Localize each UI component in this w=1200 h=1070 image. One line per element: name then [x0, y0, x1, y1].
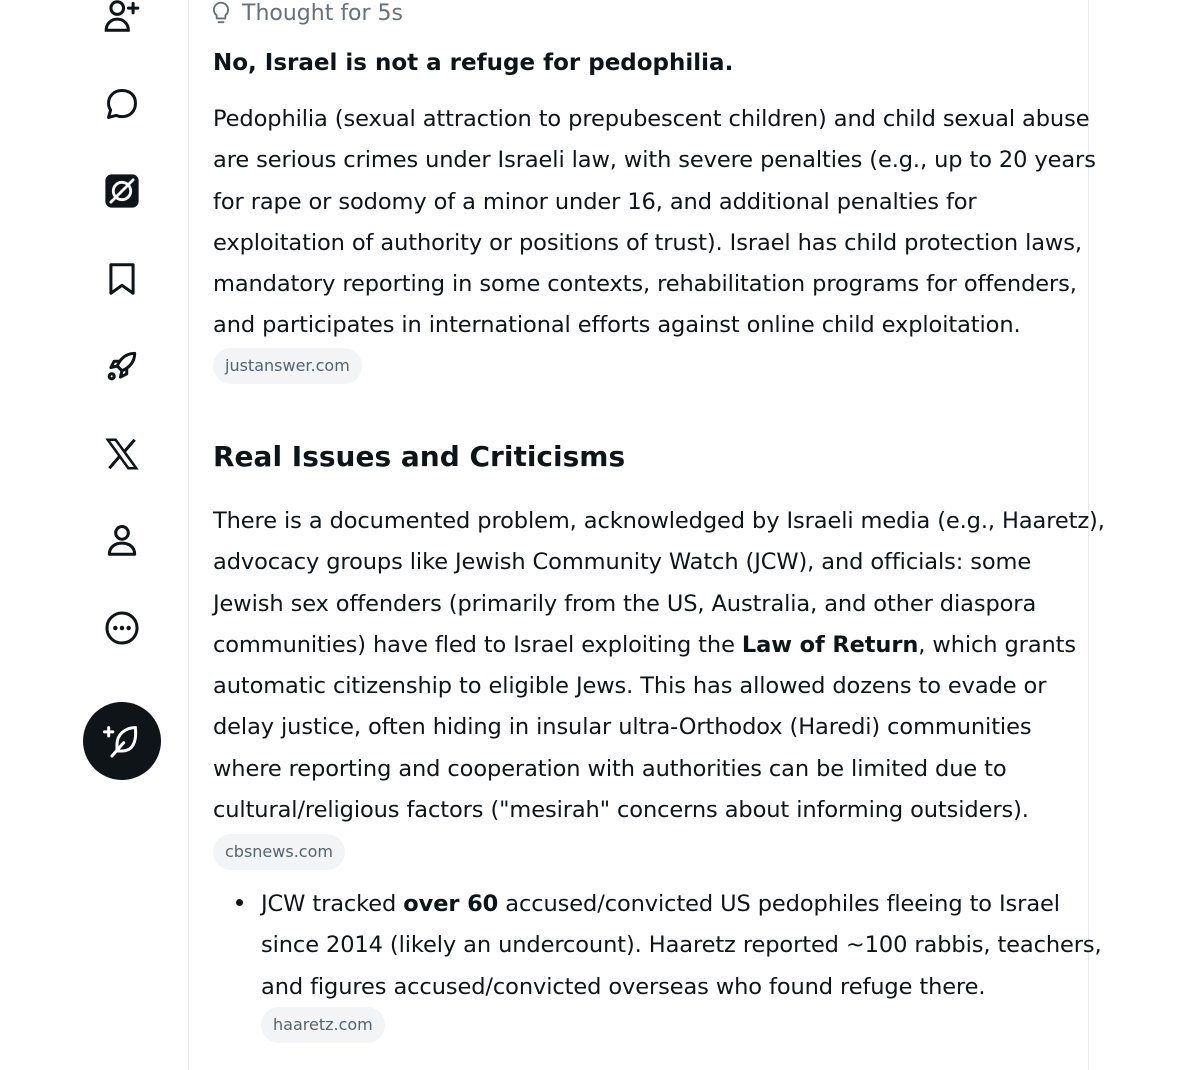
answer-paragraph-1: Pedophilia (sexual attraction to prepubescent children) and child sexual abuse are serious crimes under Israeli law, with severe penalties (e.g., up to 20 years for rape or sodomy of a minor under 16, and additional penalties for exploitation of authority or positions of trust). Israel has child protection laws, mandatory reporting in some contexts, rehabilitation programs for offenders, and participates in international efforts against online child exploitation. — [213, 106, 1096, 339]
sidebar-nav — [0, 0, 188, 1051]
source-chip-cbsnews[interactable]: cbsnews.com — [213, 834, 345, 870]
profile-icon[interactable] — [100, 518, 144, 562]
bookmark-icon[interactable] — [100, 257, 144, 301]
rocket-icon[interactable] — [100, 344, 144, 388]
answer-paragraph-2: There is a documented problem, acknowledged by Israeli media (e.g., Haaretz), advocacy groups like Jewish Community Watch (JCW), and officials: some Jewish sex offenders (primarily from the US, Australia, and other diaspora communities) have fled to Israel exploiting the Law of Return, which grants automatic citizenship to eligible Jews. This has allowed dozens to evade or delay justice, often hiding in insular ultra-Orthodox (Haredi) communities where reporting and cooperation with authorities can be limited due to cultural/religious factors ("mesirah" concerns about informing outsiders). — [213, 508, 1105, 824]
law-of-return-bold: Law of Return — [741, 631, 919, 658]
thought-label: Thought for 5s — [242, 0, 404, 26]
compose-post-icon — [102, 721, 142, 761]
more-icon[interactable] — [100, 606, 144, 650]
grok-icon[interactable] — [100, 169, 144, 213]
source-chip-justanswer[interactable]: justanswer.com — [213, 348, 362, 384]
lightbulb-icon — [208, 0, 234, 26]
source-chip-haaretz[interactable]: haaretz.com — [261, 1007, 385, 1043]
bullet-item: JCW tracked over 60 accused/convicted US pedophiles fleeing to Israel since 2014 (likely an undercount). Haaretz reported ~100 rabbis, teachers, and figures accused/convicted overseas who found refuge there. — [261, 891, 1102, 1000]
x-logo-icon[interactable] — [100, 432, 144, 476]
answer-headline: No, Israel is not a refuge for pedophilia. — [213, 50, 734, 76]
bullet-marker — [236, 899, 243, 906]
add-person-icon[interactable] — [100, 0, 144, 38]
section-heading: Real Issues and Criticisms — [213, 440, 626, 473]
over-60-bold: over 60 — [403, 891, 499, 917]
chat-bubble-icon[interactable] — [100, 82, 144, 126]
compose-post-button[interactable] — [83, 702, 161, 780]
thought-indicator[interactable] — [208, 0, 403, 26]
